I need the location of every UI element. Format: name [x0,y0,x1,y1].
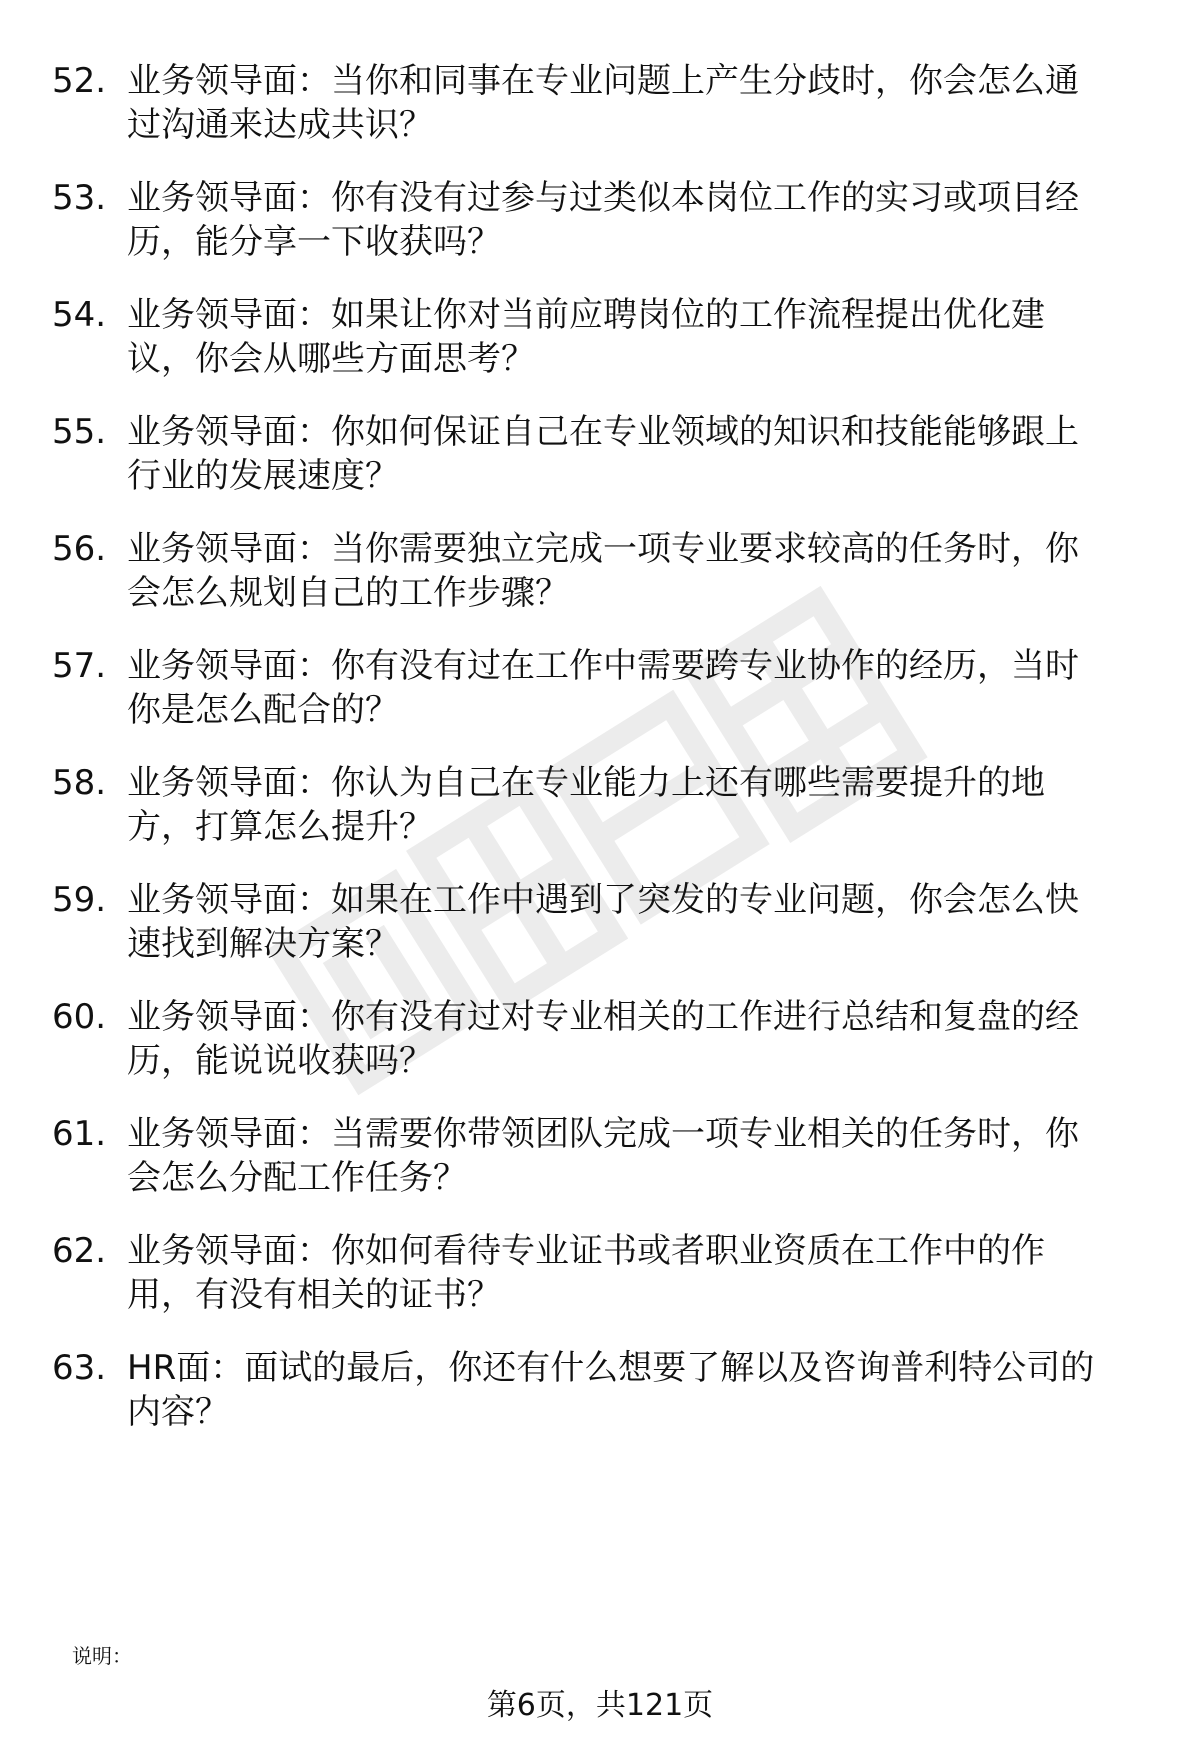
list-item [0,1112,1200,1222]
question-text [127,1346,1147,1434]
question-text [127,644,1147,732]
question-text [127,1112,1147,1200]
question-line: 业务领导面：你有没有过参与过类似本岗位工作的实习或项目经 [127,178,1079,218]
list-item [0,176,1200,286]
question-text [127,410,1147,498]
question-line: 历，能分享一下收获吗？ [127,222,501,262]
list-item [0,527,1200,637]
question-number: 52. [52,61,107,101]
question-line: 业务领导面：你有没有过在工作中需要跨专业协作的经历，当时 [127,646,1079,686]
question-line: 业务领导面：你如何看待专业证书或者职业资质在工作中的作 [127,1231,1045,1271]
list-item [0,410,1200,520]
list-item [0,878,1200,988]
question-line: 方，打算怎么提升？ [127,807,433,847]
list-item [0,293,1200,403]
question-text [127,293,1147,381]
question-text [127,59,1147,147]
question-line: 业务领导面：如果让你对当前应聘岗位的工作流程提出优化建 [127,295,1045,335]
list-item [0,1346,1200,1456]
question-line: 用，有没有相关的证书？ [127,1275,501,1315]
question-line: 议，你会从哪些方面思考？ [127,339,535,379]
question-line: 行业的发展速度？ [127,456,399,496]
question-number: 56. [52,529,107,569]
question-line: 业务领导面：当需要你带领团队完成一项专业相关的任务时，你 [127,1114,1079,1154]
question-number: 53. [52,178,107,218]
question-line: 业务领导面：你如何保证自己在专业领域的知识和技能能够跟上 [127,412,1079,452]
page-number: 第6页，共121页 [486,1688,714,1723]
question-number: 60. [52,997,107,1037]
question-number: 58. [52,763,107,803]
question-line: 内容？ [127,1392,229,1432]
list-item [0,761,1200,871]
question-number: 59. [52,880,107,920]
question-number: 61. [52,1114,107,1154]
question-text [127,995,1147,1083]
question-number: 55. [52,412,107,452]
question-line: 业务领导面：你有没有过对专业相关的工作进行总结和复盘的经 [127,997,1079,1037]
question-line: 历，能说说收获吗？ [127,1041,433,1081]
question-text [127,176,1147,264]
question-line: 业务领导面：你认为自己在专业能力上还有哪些需要提升的地 [127,763,1045,803]
question-number: 57. [52,646,107,686]
question-line: 会怎么分配工作任务？ [127,1158,467,1198]
note-label: 说明： [72,1644,132,1668]
list-item [0,644,1200,754]
list-item [0,59,1200,169]
question-number: 54. [52,295,107,335]
question-line: 你是怎么配合的？ [127,690,399,730]
question-line: 速找到解决方案？ [127,924,399,964]
question-line: 业务领导面：当你需要独立完成一项专业要求较高的任务时，你 [127,529,1079,569]
question-text [127,878,1147,966]
question-text [127,527,1147,615]
question-number: 63. [52,1348,107,1388]
question-text [127,1229,1147,1317]
question-line: HR面：面试的最后，你还有什么想要了解以及咨询普利特公司的 [127,1348,1095,1388]
question-line: 业务领导面：如果在工作中遇到了突发的专业问题，你会怎么快 [127,880,1079,920]
question-number: 62. [52,1231,107,1271]
question-line: 会怎么规划自己的工作步骤？ [127,573,569,613]
question-line: 业务领导面：当你和同事在专业问题上产生分歧时，你会怎么通 [127,61,1079,101]
list-item [0,995,1200,1105]
question-line: 过沟通来达成共识？ [127,105,433,145]
list-item [0,1229,1200,1339]
question-text [127,761,1147,849]
